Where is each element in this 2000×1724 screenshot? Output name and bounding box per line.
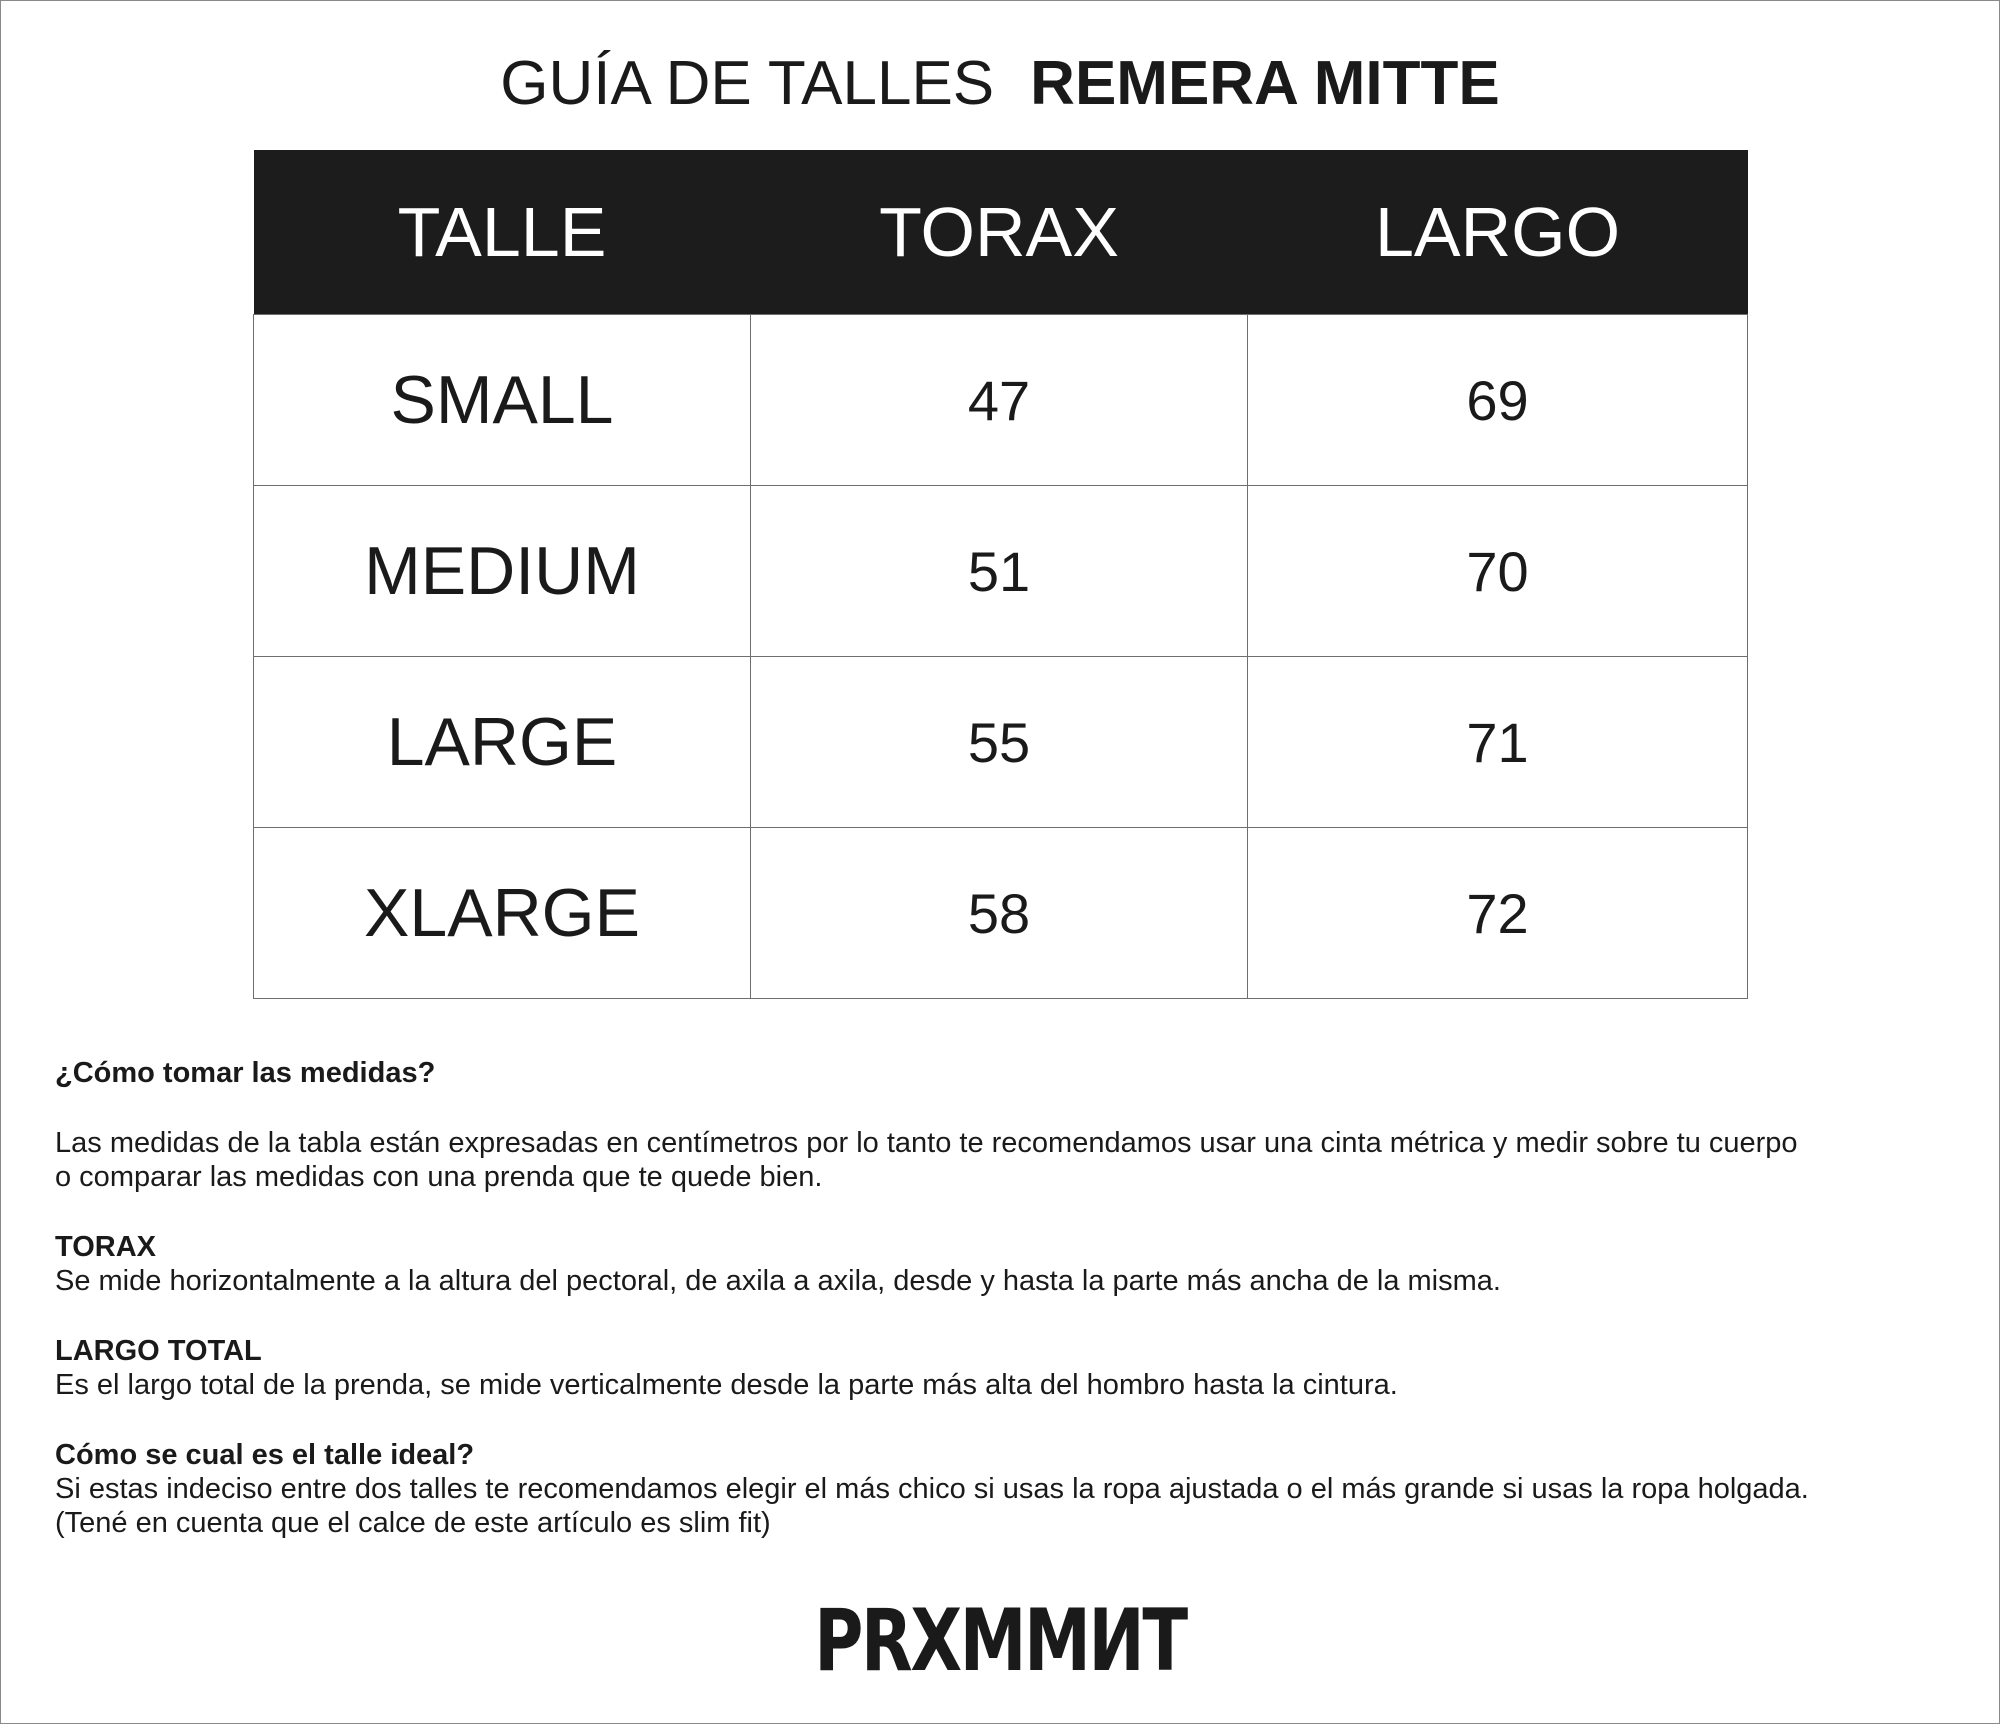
page-title (0, 48, 2000, 120)
largo-value: 72 (1248, 828, 1748, 999)
header-torax: TORAX (751, 150, 1248, 315)
title-guide: GUÍA DE TALLES (500, 49, 995, 118)
torax-value: 55 (751, 657, 1248, 828)
size-name: MEDIUM (254, 486, 751, 657)
size-chart-table (253, 150, 1748, 999)
table-row (254, 315, 1748, 486)
largo-value: 69 (1248, 315, 1748, 486)
table-header-row (254, 150, 1748, 315)
size-name: SMALL (254, 315, 751, 486)
torax-text: Se mide horizontalmente a la altura del pectoral, de axila a axila, desde y hasta la parte más ancha de la misma. (55, 1265, 1501, 1297)
ideal-size-heading: Cómo se cual es el talle ideal? (55, 1439, 475, 1471)
table-row (254, 828, 1748, 999)
torax-value: 47 (751, 315, 1248, 486)
size-name: LARGE (254, 657, 751, 828)
largo-heading: LARGO TOTAL (55, 1335, 262, 1367)
header-talle: TALLE (254, 150, 751, 315)
largo-value: 71 (1248, 657, 1748, 828)
torax-value: 51 (751, 486, 1248, 657)
title-product: REMERA MITTE (1030, 49, 1500, 118)
how-to-text-line-2: o comparar las medidas con una prenda que te quede bien. (55, 1161, 823, 1193)
table-row (254, 657, 1748, 828)
how-to-heading: ¿Cómo tomar las medidas? (55, 1057, 436, 1089)
ideal-size-text-line-1: Si estas indeciso entre dos talles te recomendamos elegir el más chico si usas la ropa ajustada o el más grande si usas la ropa holgada. (55, 1473, 1809, 1505)
largo-value: 70 (1248, 486, 1748, 657)
measurement-notes (55, 1056, 1955, 1540)
torax-value: 58 (751, 828, 1248, 999)
largo-text: Es el largo total de la prenda, se mide verticalmente desde la parte más alta del hombro hasta la cintura. (55, 1369, 1398, 1401)
ideal-size-text-line-2: (Tené en cuenta que el calce de este artículo es slim fit) (55, 1507, 771, 1539)
brand-logo: PRXMMИT (814, 1591, 1186, 1691)
how-to-text-line-1: Las medidas de la tabla están expresadas en centímetros por lo tanto te recomendamos usar una cinta métrica y medir sobre tu cuerpo (55, 1127, 1798, 1159)
table-row (254, 486, 1748, 657)
header-largo: LARGO (1248, 150, 1748, 315)
size-name: XLARGE (254, 828, 751, 999)
torax-heading: TORAX (55, 1231, 156, 1263)
